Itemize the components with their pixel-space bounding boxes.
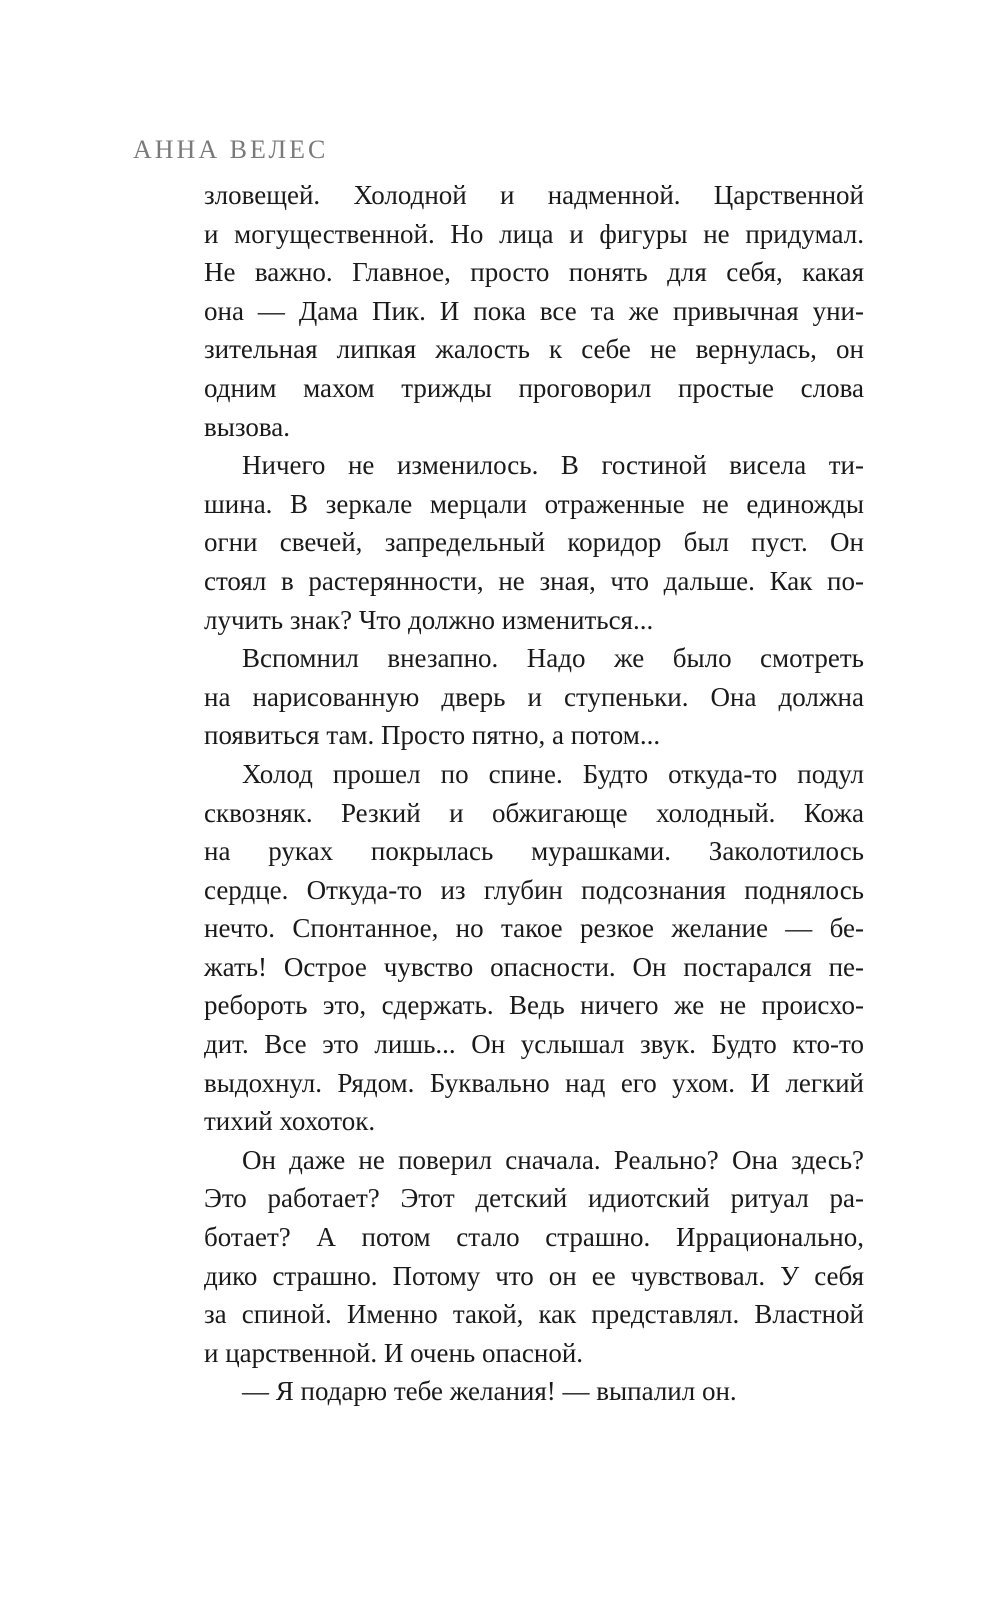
paragraph [204,1141,864,1373]
text-line: Холод прошел по спине. Будто откуда-то подул [242,758,864,789]
text-line: Ничего не изменилось. В гостиной висела ти- [242,450,864,481]
text-line: ботает? А потом стало страшно. Иррационально, [204,1222,864,1253]
text-line: на нарисованную дверь и ступеньки. Она должна [204,681,864,712]
text-line: Не важно. Главное, просто понять для себя, какая [204,257,864,288]
text-line: вызова. [204,411,291,442]
text-line: сердце. Откуда-то из глубин подсознания поднялось [204,874,864,905]
paragraph [204,176,864,446]
text-line: ребороть это, сдержать. Ведь ничего же не происхо- [204,990,864,1021]
text-line: сквозняк. Резкий и обжигающе холодный. Кожа [204,797,864,828]
text-line: дит. Все это лишь... Он услышал звук. Будто кто-то [204,1029,864,1060]
text-line: зловещей. Холодной и надменной. Царственной [204,180,864,210]
text-line: выдохнул. Рядом. Буквально над его ухом. И легкий [204,1067,864,1098]
text-line: Это работает? Этот детский идиотский ритуал ра- [204,1183,864,1214]
text-line: и могущественной. Но лица и фигуры не придумал. [204,218,864,249]
text-line: она — Дама Пик. И пока все та же привычная уни- [204,295,864,326]
text-line: за спиной. Именно такой, как представлял. Властной [204,1299,864,1330]
text-line: — Я подарю тебе желания! — выпалил он. [242,1376,737,1407]
paragraph [204,1372,864,1411]
paragraph [204,755,864,1141]
text-line: появиться там. Просто пятно, а потом... [204,720,661,751]
text-line: жать! Острое чувство опасности. Он постарался пе- [204,951,864,982]
body-text [204,176,864,1411]
text-line: огни свечей, запредельный коридор был пуст. Он [204,527,864,558]
text-line: шина. В зеркале мерцали отраженные не единожды [204,488,864,519]
text-line: Он даже не поверил сначала. Реально? Она здесь? [242,1144,864,1175]
text-line: одним махом трижды проговорил простые слова [204,372,864,403]
paragraph [204,639,864,755]
text-line: и царственной. И очень опасной. [204,1337,584,1368]
text-line: нечто. Спонтанное, но такое резкое желание — бе- [204,913,864,944]
running-head-author: АННА ВЕЛЕС [133,135,329,164]
paragraph [204,446,864,639]
text-line: тихий хохоток. [204,1106,376,1137]
text-line: стоял в растерянности, не зная, что дальше. Как по- [204,565,864,596]
text-line: Вспомнил внезапно. Надо же было смотреть [242,643,864,674]
text-line: на руках покрылась мурашками. Заколотилось [204,836,864,867]
text-line: зительная липкая жалость к себе не вернулась, он [204,334,864,365]
text-line: лучить знак? Что должно измениться... [204,604,654,635]
text-line: дико страшно. Потому что он ее чувствовал. У себя [204,1260,864,1291]
